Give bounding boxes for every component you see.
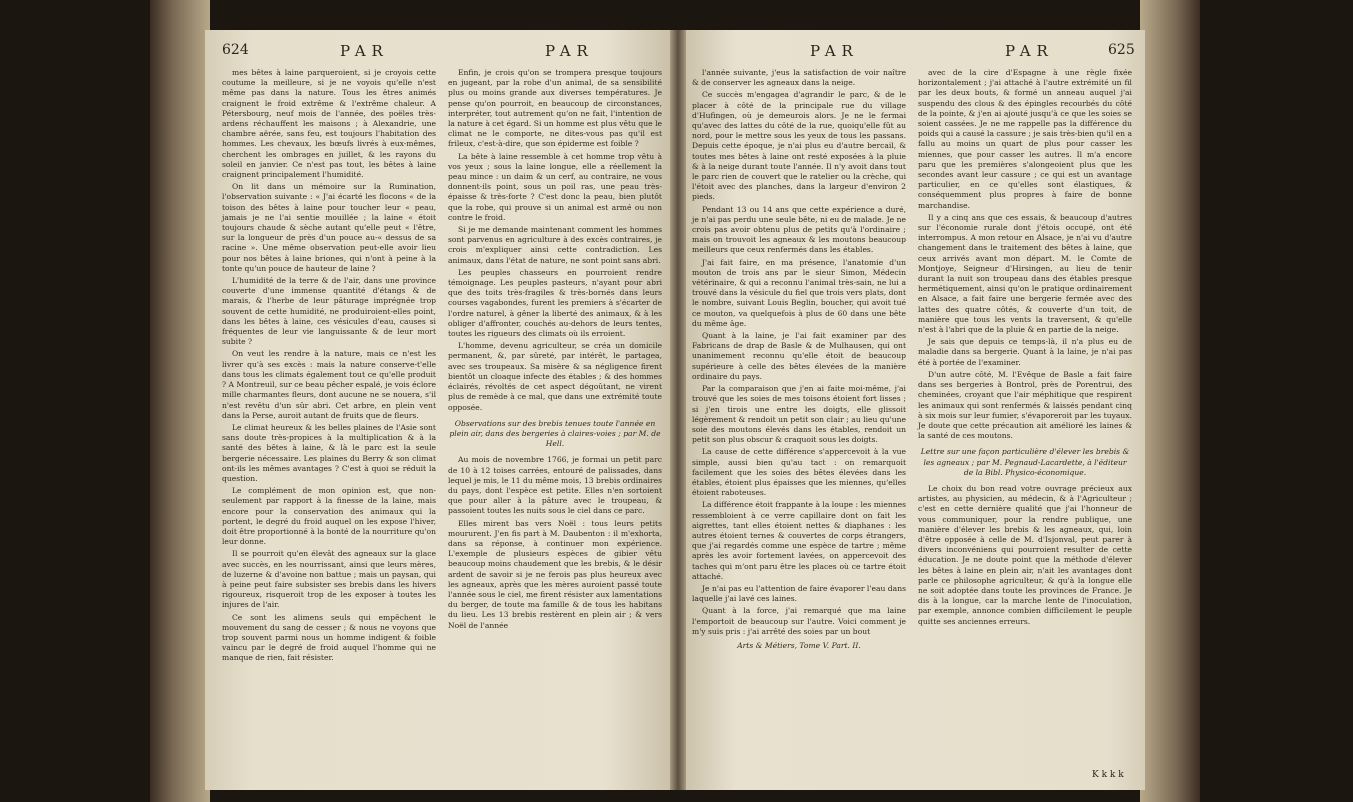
- right-running-head-1: PAR: [810, 42, 859, 60]
- paragraph: Quant à la force, j'ai remarqué que ma laine l'emportoit de beaucoup sur l'autre. Voici comment je m'y suis pris : j'ai arrêté des soies par un bout: [692, 606, 906, 636]
- paragraph: Au mois de novembre 1766, je formai un petit parc de 10 à 12 toises carrées, entouré de palissades, dans lequel je mis, le 11 du même mois, 13 brebis ordinaires du pays, dont l'espèce est petite. Elles n'en sortoient que pour aller à la pâture avec le troupeau, & passoient toutes les nuits sous le ciel dans ce parc.: [448, 455, 662, 516]
- paragraph: On veut les rendre à la nature, mais ce n'est les livrer qu'à ses excès : mais la nature conserve-t'elle dans tous les climats également tout ce qu'elle produit ? A Montreuil, sur ce beau pêcher espalé, je vois éclore mille charmantes fleurs, dont aucune ne se nouera, s'il n'est revêtu d'un sûr abri. Cet arbre, en plein vent dans la Perse, auroit autant de fruits que de fleurs.: [222, 349, 436, 420]
- paragraph: Elles mirent bas vers Noël : tous leurs petits moururent. J'en fis part à M. Daubenton : il m'exhorta, dans sa réponse, à continuer mon expérience. L'exemple de plusieurs espèces de gibier vêtu beaucoup moins chaudement que les brebis, & le désir ardent de savoir si je ne ferois pas plus heureux avec les agneaux, après que les mères auroient passé toute l'année sous le ciel, me firent résister aux lamentations du berger, de toute ma famille & de tous les habitans du lieu. Les 13 brebis restèrent en plein air ; & vers Noël de l'année: [448, 518, 662, 630]
- signature-mark: K k k k: [1092, 770, 1124, 780]
- paragraph: La différence étoit frappante à la loupe : les miennes ressembloient à ce verre capillaire dont on fait les aigrettes, tant elles étoient nettes & diaphanes : les autres étoient ternes & couvertes de corps étrangers, que j'ai regardés comme une espèce de tartre ; même après les avoir fortement lavées, on appercevoit des taches qui m'ont paru être les places où ce tartre étoit attaché.: [692, 500, 906, 581]
- right-column-1: [692, 68, 906, 780]
- paragraph: On lit dans un mémoire sur la Rumination, l'observation suivante : « J'ai écarté les flocons « de la toison des bêtes à laine pour toucher leur « peau, jamais je ne l'ai sentie mouillée ; la laine « étoit toujours chaude & sèche autant qu'elle peut « l'être, sur la longueur de près d'un pouce au-« dessus de sa racine ». Une même observation peut-elle avoir lieu pour nos bêtes à laine briones, qui n'ont à peine à la tonte qu'un pouce de hauteur de laine ?: [222, 182, 436, 273]
- paragraph: Il y a cinq ans que ces essais, & beaucoup d'autres sur l'économie rurale dont j'étois occupé, ont été interrompus. A mon retour en Alsace, je n'ai vu d'autre changement dans le traitement des bêtes à laine, que ceux arrivés avant mon départ. M. le Comte de Montjoye, Seigneur d'Hirsingen, au lieu de tenir durant la nuit son troupeau dans des étables presque hermétiquement, ainsi qu'on le pratique ordinairement en Alsace, a fait faire une bergerie fermée avec des lattes des quatre côtés, & couverte d'un toit, de manière que tous les vents la traversent, & qu'elle n'est à l'abri que de la pluie & en partie de la neige.: [918, 212, 1132, 335]
- left-running-head-1: PAR: [340, 42, 389, 60]
- paragraph: Je sais que depuis ce temps-là, il n'a plus eu de maladie dans sa bergerie. Quant à la laine, je n'ai pas été à portée de l'examiner.: [918, 337, 1132, 367]
- left-page-number: 624: [222, 42, 249, 58]
- paragraph: La cause de cette différence s'appercevoit à la vue simple, aussi bien qu'au tact : on remarquoit facilement que les soies des bêtes élevées dans les étables, étoient plus épaisses que les miennes, qu'elles étoient raboteuses.: [692, 447, 906, 498]
- right-column-2: [918, 68, 1132, 768]
- paragraph: D'un autre côté, M. l'Evêque de Basle a fait faire dans ses bergeries à Bontrol, près de Porentrui, des cheminées, croyant que l'air méphitique que respirent les animaux qui sont renfermés & laissés pendant cinq à six mois sur leur fumier, s'évaporeroit par les tuyaux. Je doute que cette précaution ait amélioré les laines & la santé de ces moutons.: [918, 369, 1132, 441]
- right-page-number: 625: [1108, 42, 1135, 58]
- paragraph: Enfin, je crois qu'on se trompera presque toujours en jugeant, par la robe d'un animal, de sa sensibilité plus ou moins grande aux diverses températures. Je pense qu'on pourroit, en beaucoup de circonstances, interpréter, tout autrement qu'on ne fait, l'intention de la nature à cet égard. Si un homme est plus vêtu que le climat ne le comporte, ne dites-vous pas qu'il est frileux, c'est-à-dire, que son épiderme est foible ?: [448, 68, 662, 149]
- paragraph: Je n'ai pas eu l'attention de faire évaporer l'eau dans laquelle j'ai lavé ces laines.: [692, 583, 906, 604]
- paragraph: Le complément de mon opinion est, que non-seulement par rapport à la finesse de la laine, mais encore pour la conservation des animaux qui la portent, le degré du froid auquel on les expose l'hiver, doit être proportionné à la bonté de la nourriture qu'on leur donne.: [222, 486, 436, 547]
- paragraph: Ce succès m'engagea d'agrandir le parc, & de le placer à côté de la principale rue du village d'Hufingen, où je demeurois alors. Je ne le fermai qu'avec des lattes du côté de la rue, quoiqu'elle fût au nord, pour le mettre sous les yeux de tous les passans. Depuis cette époque, je n'ai plus eu d'autre bercail, & toutes mes bêtes à laine ont resté exposées à la pluie & à la neige durant toute l'année. Il n'y avoit dans tout le parc rien de couvert que le ratelier ou la crèche, qui l'étoit avec des planches, dans la largeur d'environ 2 pieds.: [692, 90, 906, 202]
- paragraph: mes bêtes à laine parqueroient, si je croyois cette coutume la meilleure, si je ne voyois qu'elle n'est même pas dans la nature. Tous les êtres animés craignent le froid extrême & l'extrême chaleur. A Pétersbourg, neuf mois de l'année, des poëles très-ardens réchauffent les maisons ; à Alexandrie, une chambre aërée, sans feu, est toujours l'habitation des hommes. Les chevaux, les bœufs livrés à eux-mêmes, cherchent les ombrages en juillet, & les rayons du soleil en janvier. Ce n'est pas tout, les bêtes à laine craignent principalement l'humidité.: [222, 68, 436, 180]
- left-page-edges: [150, 0, 210, 802]
- paragraph: Par la comparaison que j'en ai faite moi-même, j'ai trouvé que les soies de mes toisons étoient fort lisses ; si j'en tirois une entre les doigts, elle glissoit légèrement & rendoit un petit son clair ; au lieu qu'une soie des moutons élevés dans les étables, rendoit un petit son plus obscur & craquoit sous les doigts.: [692, 384, 906, 445]
- right-page-edges: [1140, 0, 1200, 802]
- paragraph: avec de la cire d'Espagne à une règle fixée horizontalement ; j'ai attaché à l'autre extrémité un fil par les deux bouts, & formé un anneau auquel j'ai suspendu des clous & des épingles recourbés du côté de la pointe, & j'en ai ajouté jusqu'à ce que les soies se soient cassées. Je ne me rappelle pas la différence du poids qui a causé la cassure ; je sais très-bien qu'il en a fallu au moins un quart de plus pour casser les miennes, que pour casser les autres. Il m'a encore paru que les premières s'alongeoient plus que les secondes avant leur cassure ; ce qui est un avantage particulier, en ce qu'elles sont élastiques, & conséquemment plus propres à faire de bonne marchandise.: [918, 68, 1132, 210]
- paragraph: Si je me demande maintenant comment les hommes sont parvenus en agriculture à des excès contraires, je crois m'expliquer ainsi cette contradiction. Les animaux, dans l'état de nature, ne sont point sans abri.: [448, 225, 662, 265]
- paragraph: Pendant 13 ou 14 ans que cette expérience a duré, je n'ai pas perdu une seule bête, ni eu de malade. Je ne crois pas avoir obtenu plus de petits qu'à l'ordinaire ; mais on trouvoit les agneaux & les moutons beaucoup meilleurs que ceux renfermés dans les étables.: [692, 204, 906, 255]
- paragraph: Ce sont les alimens seuls qui empêchent le mouvement du sang de cesser ; & nous ne voyons que trop souvent parmi nous un homme indigent & foible vaincu par le degré de froid auquel l'homme qui ne manque de rien, fait résister.: [222, 612, 436, 663]
- section-heading: Lettre sur une façon particulière d'élever les brebis & les agneaux ; par M. Pegnaud-Lacardette, à l'éditeur de la Bibl. Physico-économique.: [920, 447, 1130, 477]
- paragraph: Quant à la laine, je l'ai fait examiner par des Fabricans de drap de Basle & de Mulhausen, qui ont unanimement reconnu qu'elle étoit de beaucoup supérieure à celle des bêtes élevées de la manière ordinaire du pays.: [692, 331, 906, 381]
- left-column-1: [222, 68, 436, 780]
- paragraph: L'humidité de la terre & de l'air, dans une province couverte d'une immense quantité d'étangs & de marais, & l'herbe de leur pâturage imprégnée trop souvent de cette humidité, ne produiroient-elles point, dans les bêtes à laine, ces vésicules d'eau, causes si fréquentes de leur vie languissante & de leur mort subite ?: [222, 276, 436, 347]
- paragraph: L'homme, devenu agriculteur, se créa un domicile permanent, &, par sûreté, par intérêt, le partagea, avec ses troupeaux. Sa misère & sa négligence firent bientôt un cloaque infecte des étables ; & des hommes éclairés, révoltés de cet aspect dégoûtant, ne virent plus de remède à ce mal, que dans une extrémité toute opposée.: [448, 341, 662, 412]
- paragraph: Les peuples chasseurs en pourroient rendre témoignage. Les peuples pasteurs, n'ayant pour abri que des toits très-fragiles & très-bornés dans leurs courses vagabondes, furent les premiers à s'écarter de l'ordre naturel, à gêner la liberté des animaux, & à les obliger d'affronter, couchés au-dehors de leurs tentes, toutes les rigueurs des climats où ils erroient.: [448, 267, 662, 339]
- paragraph: Le climat heureux & les belles plaines de l'Asie sont sans doute très-propices à la multiplication & à la santé des bêtes à laine, & là le parc est la seule bergerie nécessaire. Les plaines du Berry & son climat ont-ils les mêmes avantages ? C'est à quoi se réduit la question.: [222, 422, 436, 483]
- paragraph: Il se pourroit qu'en élevât des agneaux sur la glace avec succès, en les nourrissant, ainsi que leurs mères, de luzerne & d'avoine non battue ; mais un paysan, qui à peine peut faire subsister ses brebis dans les hivers rigoureux, risqueroit trop de les exposer à toutes les injures de l'air.: [222, 549, 436, 610]
- left-running-head-2: PAR: [545, 42, 594, 60]
- page-footer: Arts & Métiers, Tome V. Part. II.: [737, 640, 861, 650]
- paragraph: Le choix du bon read votre ouvrage précieux aux artistes, au physicien, au médecin, & à l'Agriculteur ; c'est en cette dernière qualité que j'ai l'honneur de vous communiquer, pour la rendre publique, une manière d'élever les brebis & les agneaux, qui, loin d'être opposée à celle de M. d'Isjonval, peut parer à divers inconvéniens qui pourroient resulter de cette éducation. Je ne doute point que la méthode d'élever les bêtes à laine en plein air, n'ait les avantages dont parle ce philosophe agriculteur, & qu'à la longue elle ne soit adoptée dans toute les provinces de France. Je dis à la longue, car la marche lente de l'inoculation, par exemple, annonce combien difficilement le peuple quitte ses anciennes erreurs.: [918, 483, 1132, 626]
- paragraph: J'ai fait faire, en ma présence, l'anatomie d'un mouton de trois ans par le sieur Simon, Médecin vétérinaire, & qui a reconnu l'animal très-sain, ne lui a trouvé dans la vésicule du fiel que trois vers plats, dont le nombre, suivant Louis Beglin, boucher, qui avoit tué ce mouton, va quelquefois à plus de 60 dans une bête du même âge.: [692, 257, 906, 328]
- section-heading: Observations sur des brebis tenues toute l'année en plein air, dans des bergeries à claires-voies ; par M. de Hell.: [449, 418, 661, 449]
- right-running-head-2: PAR: [1005, 42, 1054, 60]
- book-gutter: [670, 30, 686, 790]
- paragraph: l'année suivante, j'eus la satisfaction de voir naître & de conserver les agneaux dans la neige.: [692, 68, 906, 88]
- paragraph: La bête à laine ressemble à cet homme trop vêtu à vos yeux ; sous la laine longue, elle a réellement la peau mince : un daim & un cerf, au contraire, ne vous donnent-ils point, sous un poil ras, une peau très-épaisse & très-forte ? C'est donc la peau, bien plutôt que la robe, qui prouve si un animal est armé ou non contre le froid.: [448, 151, 662, 222]
- left-column-2: [448, 68, 662, 780]
